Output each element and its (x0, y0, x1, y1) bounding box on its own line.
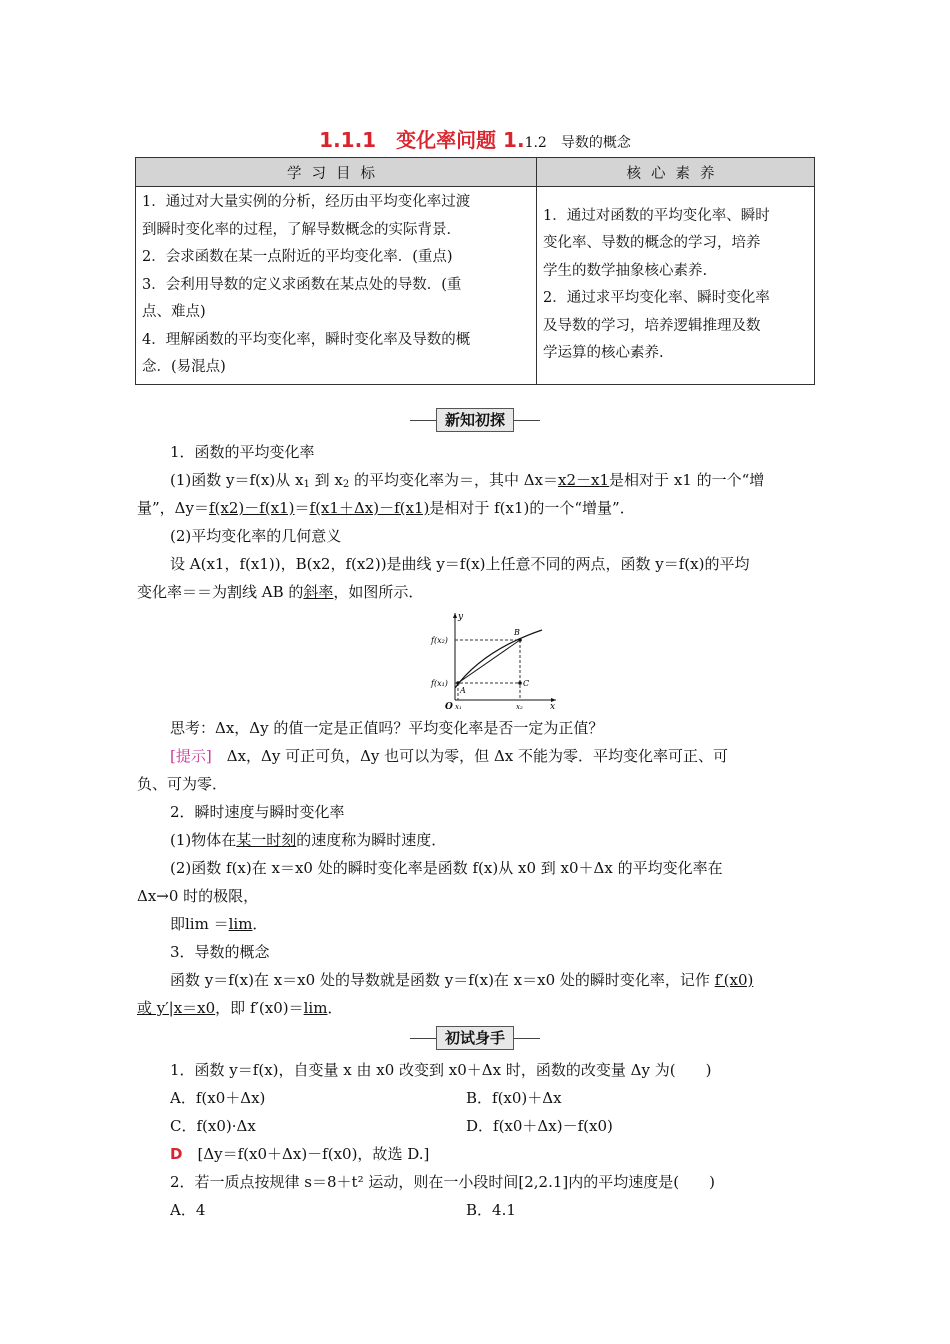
section-2-heading: 2．瞬时速度与瞬时变化率 (170, 803, 345, 821)
section-badge-new: 新知初探 (410, 408, 540, 432)
section-1-heading: 1．函数的平均变化率 (170, 443, 315, 461)
q1-options-cd (170, 1116, 850, 1136)
point-a (456, 681, 460, 685)
goal-line: 点、难点) (142, 304, 206, 320)
x1-label: x₁ (455, 703, 462, 710)
goals-header-right: 核心素养 (537, 158, 815, 187)
s3-para-1: 函数 y＝f(x)在 x＝x0 处的导数就是函数 y＝f(x)在 x＝x0 处的瞬时变化率，记作 f′(x0) (170, 971, 754, 989)
s2-para-3: Δx→0 时的极限， (137, 887, 259, 905)
q2-option-b: B．4.1 (466, 1201, 516, 1219)
s1-para-1: (1)函数 y＝f(x)从 $x_1$ 到 $x_2$ 的平均变化率为＝，其中 Δx＝x2－x1是相对于 x1 的一个“增 (170, 471, 765, 490)
origin-label: O (445, 702, 453, 710)
goal-line: 念．(易混点) (142, 359, 226, 375)
literacy-line: 学生的数学抽象核心素养. (543, 262, 708, 279)
think-question: 思考：Δx，Δy 的值一定是正值吗？平均变化率是否一定为正值？ (170, 719, 604, 737)
s2-para-4: 即lim ＝lim． (170, 915, 268, 933)
secant-line (458, 640, 520, 683)
literacy-line: 1．通过对函数的平均变化率、瞬时 (543, 207, 770, 224)
literacy-line: 2．通过求平均变化率、瞬时变化率 (543, 290, 770, 307)
s2-para-1: (1)物体在某一时刻的速度称为瞬时速度． (170, 831, 447, 849)
q1-stem: 1．函数 y＝f(x)，自变量 x 由 x0 改变到 x0＋Δx 时，函数的改变量 Δy 为( ) (170, 1061, 712, 1079)
literacy-line: 及导数的学习，培养逻辑推理及数 (543, 317, 761, 334)
q1-option-c: C．f(x0)·Δx (170, 1117, 256, 1135)
s1-para-4: 变化率＝＝为割线 AB 的斜率，如图所示． (137, 583, 424, 601)
literacy-line: 变化率、导数的概念的学习，培养 (543, 235, 761, 252)
q1-option-a: A．f(x0＋Δx) (170, 1089, 266, 1107)
c-label: C (523, 679, 530, 688)
q1-option-b: B．f(x0)＋Δx (466, 1089, 562, 1107)
y-axis-label: y (458, 612, 464, 622)
s1-para-3: 设 A(x1，f(x1))，B(x2，f(x2))是曲线 y＝f(x)上任意不同的两点，函数 y＝f(x)的平均 (170, 555, 750, 573)
think-answer-1: [提示] Δx，Δy 可正可负，Δy 也可以为零，但 Δx 不能为零．平均变化率可正、可 (170, 747, 729, 765)
section-badge-try: 初试身手 (410, 1026, 540, 1050)
hint-label: [提示] (170, 747, 212, 765)
q1-option-d: D．f(x0＋Δx)－f(x0) (466, 1117, 613, 1135)
q1-answer-letter: D (170, 1145, 183, 1163)
point-b (518, 638, 522, 642)
point-c (518, 681, 522, 685)
x2-label: x₂ (516, 703, 523, 710)
goal-line: 1．通过对大量实例的分析，经历由平均变化率过渡 (142, 194, 471, 210)
fx2-label: f(x₂) (431, 636, 448, 645)
goal-line: 到瞬时变化率的过程，了解导数概念的实际背景． (142, 221, 461, 238)
a-label: A (460, 686, 466, 695)
goals-table (135, 157, 815, 385)
b-label: B (514, 628, 520, 637)
q1-answer: D [Δy＝f(x0＋Δx)－f(x0)，故选 D.] (170, 1145, 430, 1163)
s3-para-2: 或 y′|x＝x0，即 f′(x0)＝lim． (137, 999, 343, 1017)
goal-line: 3．会利用导数的定义求函数在某点处的导数．(重 (142, 276, 462, 293)
y-axis-arrow (453, 613, 457, 618)
q2-options-ab (170, 1200, 850, 1220)
page-title (0, 124, 950, 153)
secant-graph (428, 610, 558, 710)
q2-option-a: A．4 (170, 1201, 206, 1219)
literacy-line: 学运算的核心素养. (543, 345, 664, 362)
goal-line: 2．会求函数在某一点附近的平均变化率．(重点) (142, 249, 453, 265)
q1-options-ab (170, 1088, 850, 1108)
goals-left-cell (136, 187, 537, 385)
fx1-label: f(x₁) (431, 679, 448, 688)
title-sub: 1.2 导数的概念 (524, 135, 631, 151)
section-3-heading: 3．导数的概念 (170, 943, 270, 961)
q2-stem: 2．若一质点按规律 s＝8＋t² 运动，则在一小段时间[2,2.1]内的平均速度是( ) (170, 1173, 715, 1191)
goals-header-left: 学习目标 (136, 158, 537, 187)
s2-para-2: (2)函数 f(x)在 x＝x0 处的瞬时变化率是函数 f(x)从 x0 到 x0＋Δx 的平均变化率在 (170, 859, 723, 877)
goals-right-cell (537, 187, 815, 385)
s1-para-2: 量”，Δy＝f(x2)－f(x1)＝f(x1＋Δx)－f(x1)是相对于 f(x1)的一个“增量”． (137, 499, 635, 517)
goal-line: 4．理解函数的平均变化率，瞬时变化率及导数的概 (142, 331, 471, 348)
x-axis-label: x (550, 702, 556, 710)
s1-heading-2: (2)平均变化率的几何意义 (170, 527, 342, 545)
title-main: 1.1.1 变化率问题 1. (319, 128, 525, 152)
think-answer-2: 负、可为零． (137, 775, 228, 793)
